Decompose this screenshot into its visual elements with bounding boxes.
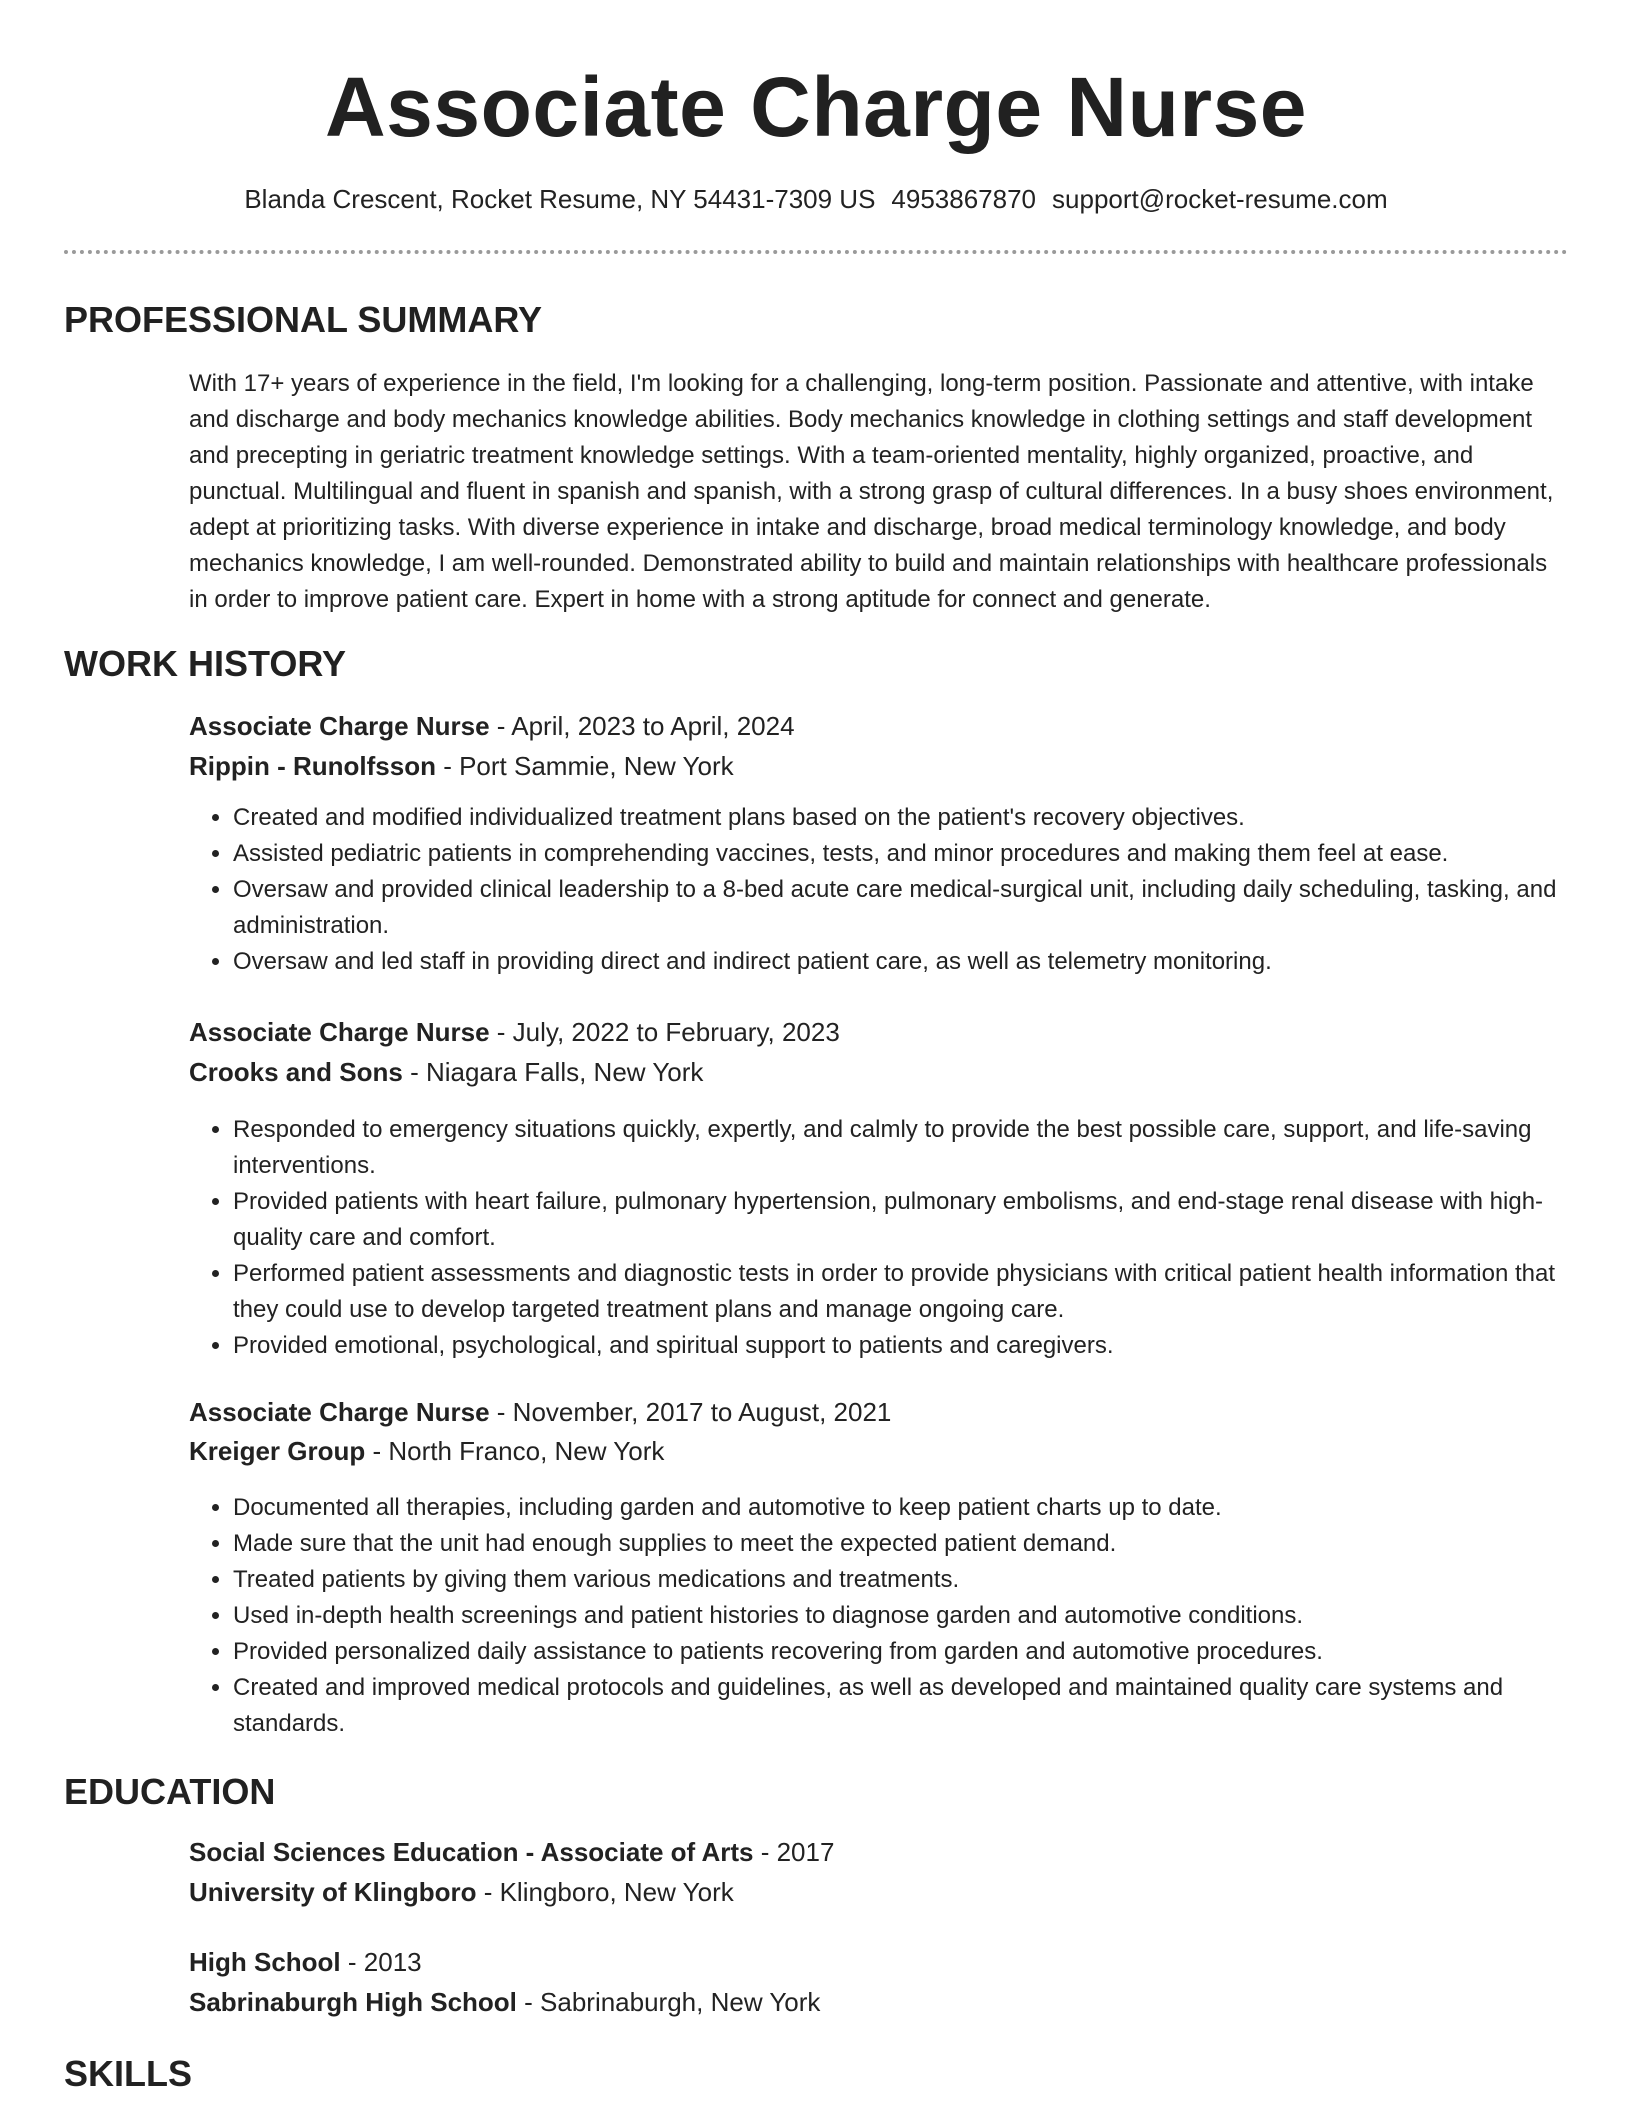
education-school-line bbox=[189, 1874, 734, 1910]
list-item: • Provided patients with heart failure, pulmonary hypertension, pulmonary embolisms, and end-stage renal disease with high-quality care and comfort. bbox=[233, 1184, 1569, 1256]
job-location: - Port Sammie, New York bbox=[443, 751, 734, 781]
list-item: • Performed patient assessments and diagnostic tests in order to provide physicians with critical patient health information that they could use to develop targeted treatment plans and manage ongoing care. bbox=[233, 1256, 1569, 1328]
job-dates: - November, 2017 to August, 2021 bbox=[496, 1397, 892, 1427]
job-bullet-list bbox=[189, 1490, 1569, 1742]
job-title: Associate Charge Nurse bbox=[189, 1017, 490, 1047]
summary-text: With 17+ years of experience in the field, I'm looking for a challenging, long-term position. Passionate and attentive, with intake and discharge and body mechanics knowledge abilities. Body mechanics knowledge in clothing settings and staff development and precepting in geriatric treatment knowledge settings. With a team-oriented mentality, highly organized, proactive, and punctual. Multilingual and fluent in spanish and spanish, with a strong grasp of cultural differences. In a busy shoes environment, adept at prioritizing tasks. With diverse experience in intake and discharge, broad medical terminology knowledge, and body mechanics knowledge, I am well-rounded. Demonstrated ability to build and maintain relationships with healthcare professionals in order to improve patient care. Expert in home with a strong aptitude for connect and generate. bbox=[189, 370, 1554, 613]
job-company: Rippin - Runolfsson bbox=[189, 751, 436, 781]
contact-email[interactable]: support@rocket-resume.com bbox=[1052, 184, 1388, 214]
header-divider bbox=[64, 250, 1568, 254]
job-dates: - April, 2023 to April, 2024 bbox=[496, 711, 795, 741]
resume-title: Associate Charge Nurse bbox=[324, 60, 1308, 154]
list-item: • Provided personalized daily assistance to patients recovering from garden and automotive procedures. bbox=[233, 1634, 1569, 1670]
contact-address: Blanda Crescent, Rocket Resume, NY 54431-7309 US bbox=[244, 184, 876, 214]
job-company: Kreiger Group bbox=[189, 1436, 366, 1466]
education-degree-line bbox=[189, 1834, 834, 1870]
list-item: • Created and modified individualized treatment plans based on the patient's recovery objectives. bbox=[233, 800, 1569, 836]
section-title-education: EDUCATION bbox=[64, 1771, 276, 1812]
list-item: • Documented all therapies, including garden and automotive to keep patient charts up to date. bbox=[233, 1490, 1569, 1526]
job-dates: - July, 2022 to February, 2023 bbox=[496, 1017, 840, 1047]
education-location: - Sabrinaburgh, New York bbox=[524, 1987, 821, 2017]
list-item: • Assisted pediatric patients in comprehending vaccines, tests, and minor procedures and making them feel at ease. bbox=[233, 836, 1569, 872]
education-year: - 2013 bbox=[347, 1947, 422, 1977]
job-company-line bbox=[189, 1433, 664, 1469]
list-item: • Responded to emergency situations quickly, expertly, and calmly to provide the best possible care, support, and life-saving interventions. bbox=[233, 1112, 1569, 1184]
section-title-work-history: WORK HISTORY bbox=[64, 643, 347, 684]
education-school-line bbox=[189, 1984, 820, 2020]
job-title-line bbox=[189, 1014, 840, 1050]
list-item: • Created and improved medical protocols and guidelines, as well as developed and maintained quality care systems and standards. bbox=[233, 1670, 1569, 1742]
job-location: - Niagara Falls, New York bbox=[410, 1057, 704, 1087]
section-title-summary: PROFESSIONAL SUMMARY bbox=[64, 299, 543, 340]
education-location: - Klingboro, New York bbox=[483, 1877, 734, 1907]
education-degree: High School bbox=[189, 1947, 341, 1977]
job-title: Associate Charge Nurse bbox=[189, 711, 490, 741]
job-title: Associate Charge Nurse bbox=[189, 1397, 490, 1427]
education-degree: Social Sciences Education - Associate of Arts bbox=[189, 1837, 754, 1867]
education-school: University of Klingboro bbox=[189, 1877, 477, 1907]
section-title-skills: SKILLS bbox=[64, 2053, 193, 2094]
contact-line bbox=[0, 181, 1632, 217]
contact-phone: 4953867870 bbox=[891, 184, 1037, 214]
list-item: • Treated patients by giving them various medications and treatments. bbox=[233, 1562, 1569, 1598]
education-degree-line bbox=[189, 1944, 422, 1980]
job-title-line bbox=[189, 708, 795, 744]
education-school: Sabrinaburgh High School bbox=[189, 1987, 517, 2017]
job-company-line bbox=[189, 1054, 703, 1090]
education-year: - 2017 bbox=[760, 1837, 835, 1867]
list-item: • Oversaw and provided clinical leadership to a 8-bed acute care medical-surgical unit, including daily scheduling, tasking, and administration. bbox=[233, 872, 1569, 944]
list-item: • Used in-depth health screenings and patient histories to diagnose garden and automotive conditions. bbox=[233, 1598, 1569, 1634]
list-item: • Provided emotional, psychological, and spiritual support to patients and caregivers. bbox=[233, 1328, 1569, 1364]
list-item: • Oversaw and led staff in providing direct and indirect patient care, as well as telemetry monitoring. bbox=[233, 944, 1569, 980]
job-bullet-list bbox=[189, 800, 1569, 980]
list-item: • Made sure that the unit had enough supplies to meet the expected patient demand. bbox=[233, 1526, 1569, 1562]
job-company-line bbox=[189, 748, 734, 784]
job-title-line bbox=[189, 1394, 891, 1430]
job-bullet-list bbox=[189, 1112, 1569, 1364]
job-company: Crooks and Sons bbox=[189, 1057, 403, 1087]
job-location: - North Franco, New York bbox=[372, 1436, 665, 1466]
